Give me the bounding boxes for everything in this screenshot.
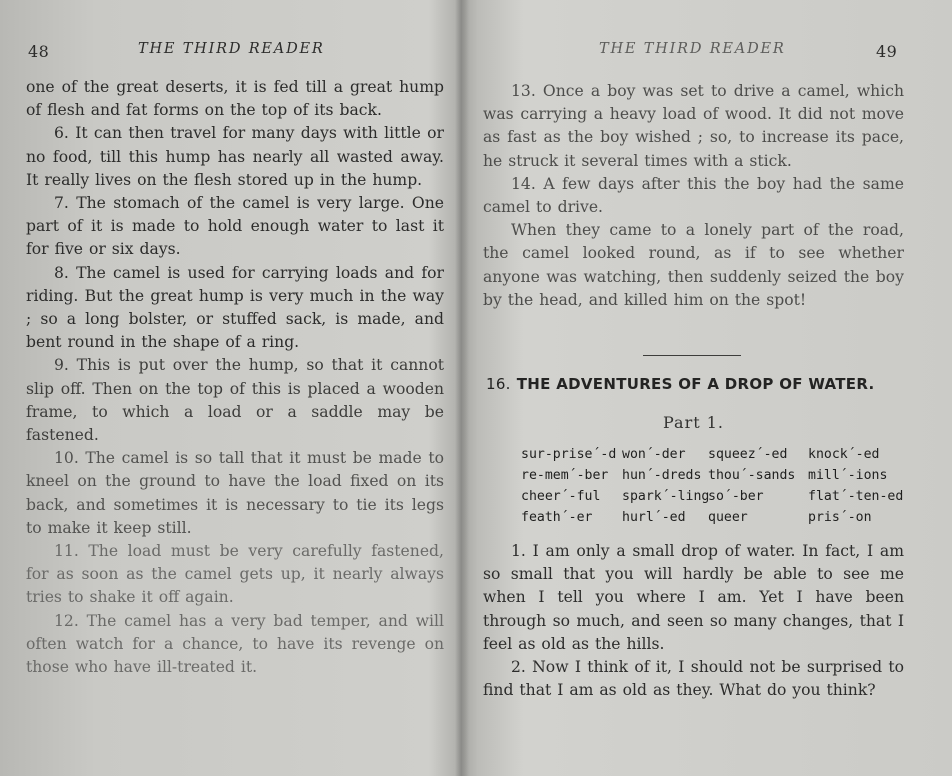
left-page [0, 0, 462, 776]
page-number: 49 [876, 42, 898, 61]
running-head: THE THIRD READER [599, 41, 786, 57]
vocabulary-word: won´-der [622, 447, 686, 462]
lesson-heading [486, 375, 916, 393]
vocabulary-word: spark´-ling [622, 489, 710, 504]
left-page-body [26, 76, 444, 679]
body-paragraph: 11. The load must be very carefully fastened, for as soon as the camel gets up, it nearly always tries to shake it off again. [26, 542, 444, 607]
body-paragraph: 13. Once a boy was set to drive a camel, which was carrying a heavy load of wood. It did not move as fast as the boy wished ; so, to increase its pace, he struck it several times with a stick. [483, 82, 904, 170]
body-paragraph: one of the great deserts, it is fed till a great hump of flesh and fat forms on the top of its back. [26, 78, 444, 120]
body-paragraph: 1. I am only a small drop of water. In fact, I am so small that you will hardly be able to see me when I tell you where I am. Yet I have been through so much, and seen so many changes, that I feel as old as the hills. [483, 542, 904, 653]
body-paragraph: When they came to a lonely part of the road, the camel looked round, as if to see whether anyone was watching, then suddenly seized the boy by the head, and killed him on the spot! [483, 221, 904, 309]
body-paragraph: 10. The camel is so tall that it must be made to kneel on the ground to have the load fixed on its back, and sometimes it is necessary to tie its legs to make it keep still. [26, 449, 444, 537]
body-paragraph: 14. A few days after this the boy had the same camel to drive. [483, 174, 904, 217]
vocabulary-word: flat´-ten-ed [808, 489, 904, 504]
vocabulary-word: feath´-er [521, 510, 593, 525]
vocabulary-word: sur-prise´-d [521, 447, 617, 462]
body-paragraph: 2. Now I think of it, I should not be surprised to find that I am as old as they. What do you think? [483, 658, 904, 700]
body-paragraph: 7. The stomach of the camel is very large. One part of it is made to hold enough water to last it for five or six days. [26, 194, 444, 259]
body-paragraph: 12. The camel has a very bad temper, and will often watch for a chance, to have its revenge on those who have ill-treated it. [26, 611, 444, 677]
vocabulary-list [521, 446, 904, 527]
vocabulary-word: pris´-on [808, 510, 872, 525]
vocabulary-word: queer [708, 510, 748, 525]
section-divider [643, 355, 741, 356]
lesson-title: THE ADVENTURES OF A DROP OF WATER. [516, 375, 875, 393]
lesson-number: 16. [486, 375, 511, 393]
body-paragraph: 9. This is put over the hump, so that it cannot slip off. Then on the top of this is placed a wooden frame, to which a load or a saddle may be fastened. [26, 356, 444, 445]
right-page-bottom-body [483, 540, 904, 702]
page-number: 48 [28, 42, 50, 61]
right-page-top-body [483, 80, 904, 312]
vocabulary-word: so´-ber [708, 489, 764, 504]
vocabulary-word: squeez´-ed [708, 447, 788, 462]
body-paragraph: 8. The camel is used for carrying loads and for riding. But the great hump is very much in the way ; so a long bolster, or stuffed sack, is made, and bent round in the shape of a ring. [26, 263, 444, 352]
part-label: Part 1. [663, 413, 725, 432]
vocabulary-word: thou´-sands [708, 468, 796, 483]
body-paragraph: 6. It can then travel for many days with little or no food, till this hump has nearly all wasted away. It really lives on the flesh stored up in the hump. [26, 124, 444, 189]
vocabulary-word: re-mem´-ber [521, 468, 609, 483]
right-page [462, 0, 952, 776]
vocabulary-word: knock´-ed [808, 447, 880, 462]
running-head: THE THIRD READER [138, 41, 325, 57]
vocabulary-word: mill´-ions [808, 468, 888, 483]
vocabulary-word: hurl´-ed [622, 510, 686, 525]
vocabulary-word: hun´-dreds [622, 468, 702, 483]
vocabulary-word: cheer´-ful [521, 489, 601, 504]
